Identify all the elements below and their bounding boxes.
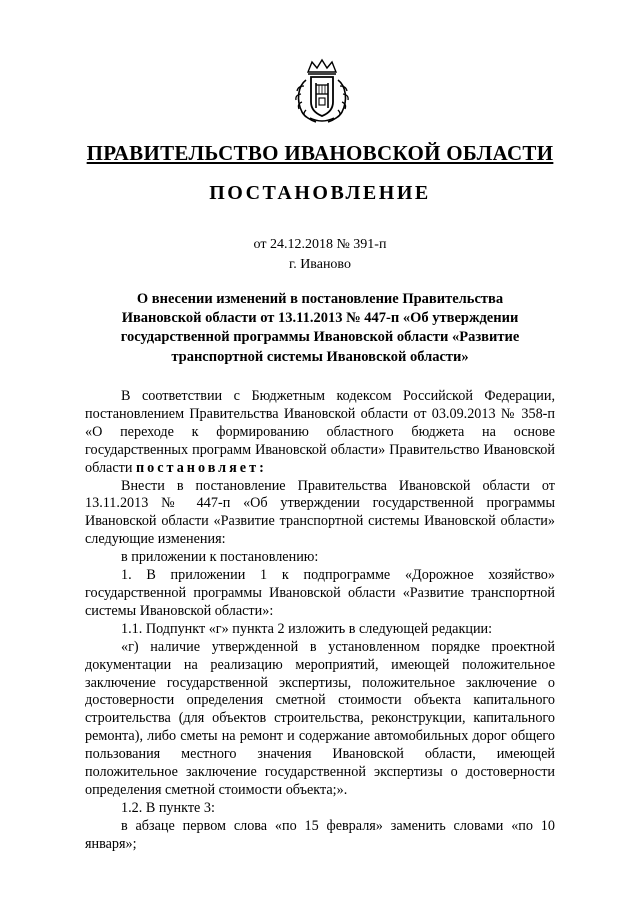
- document-city: г. Иваново: [289, 257, 351, 272]
- document-body: [85, 388, 555, 854]
- decree-word: постановляет:: [135, 459, 267, 476]
- body-paragraph: 1.1. Подпункт «г» пункта 2 изложить в следующей редакции:: [121, 620, 493, 637]
- organization-title: ПРАВИТЕЛЬСТВО ИВАНОВСКОЙ ОБЛАСТИ: [86, 141, 554, 165]
- subject-line: Ивановской области от 13.11.2013 № 447-п «Об утверждении: [121, 310, 519, 327]
- body-paragraph: 1. В приложении 1 к подпрограмме «Дорожное хозяйство» государственной программы Ивановской области «Развитие транспортной системы Ивановской области»:: [85, 567, 555, 619]
- preamble-text: В соответствии с Бюджетным кодексом Российской Федерации, постановлением Правительства Ивановской области от 03.09.2013 № 358-п «О переходе к формированию областного бюджета на основе государственных программ Ивановской области» Правительство Ивановской области: [85, 388, 555, 476]
- document-type: ПОСТАНОВЛЕНИЕ: [209, 182, 431, 204]
- preamble-paragraph: [85, 388, 555, 478]
- body-paragraph: в приложении к постановлению:: [121, 549, 319, 566]
- document-date-number: от 24.12.2018 № 391-п: [253, 237, 387, 252]
- body-paragraph: «г) наличие утвержденной в установленном порядке проектной документации на реализацию мероприятий, имеющей положительное заключение государственной экспертизы, положительное заключение о достоверности определения сметной стоимости объекта капитального строительства (для объектов строительства, реконструкции, капитального ремонта), либо сметы на ремонт и содержание автомобильных дорог общего пользования местного значения Ивановской области, имеющей положительное заключение государственной экспертизы о достоверности определения сметной стоимости объекта;».: [85, 638, 555, 798]
- subject-line: О внесении изменений в постановление Правительства: [136, 291, 504, 307]
- body-paragraph: Внести в постановление Правительства Ивановской области от 13.11.2013 № 447-п «Об утверждении государственной программы Ивановской области «Развитие транспортной системы Ивановской области» следующие изменения:: [85, 477, 555, 548]
- ivanovo-coat-of-arms-icon: [294, 58, 350, 124]
- body-paragraph: 1.2. В пункте 3:: [121, 799, 215, 816]
- body-paragraph: в абзаце первом слова «по 15 февраля» заменить словами «по 10 января»;: [85, 817, 555, 852]
- document-subject: [80, 290, 560, 367]
- subject-line: государственной программы Ивановской области «Развитие: [120, 329, 520, 346]
- subject-line: транспортной системы Ивановской области»: [171, 348, 469, 365]
